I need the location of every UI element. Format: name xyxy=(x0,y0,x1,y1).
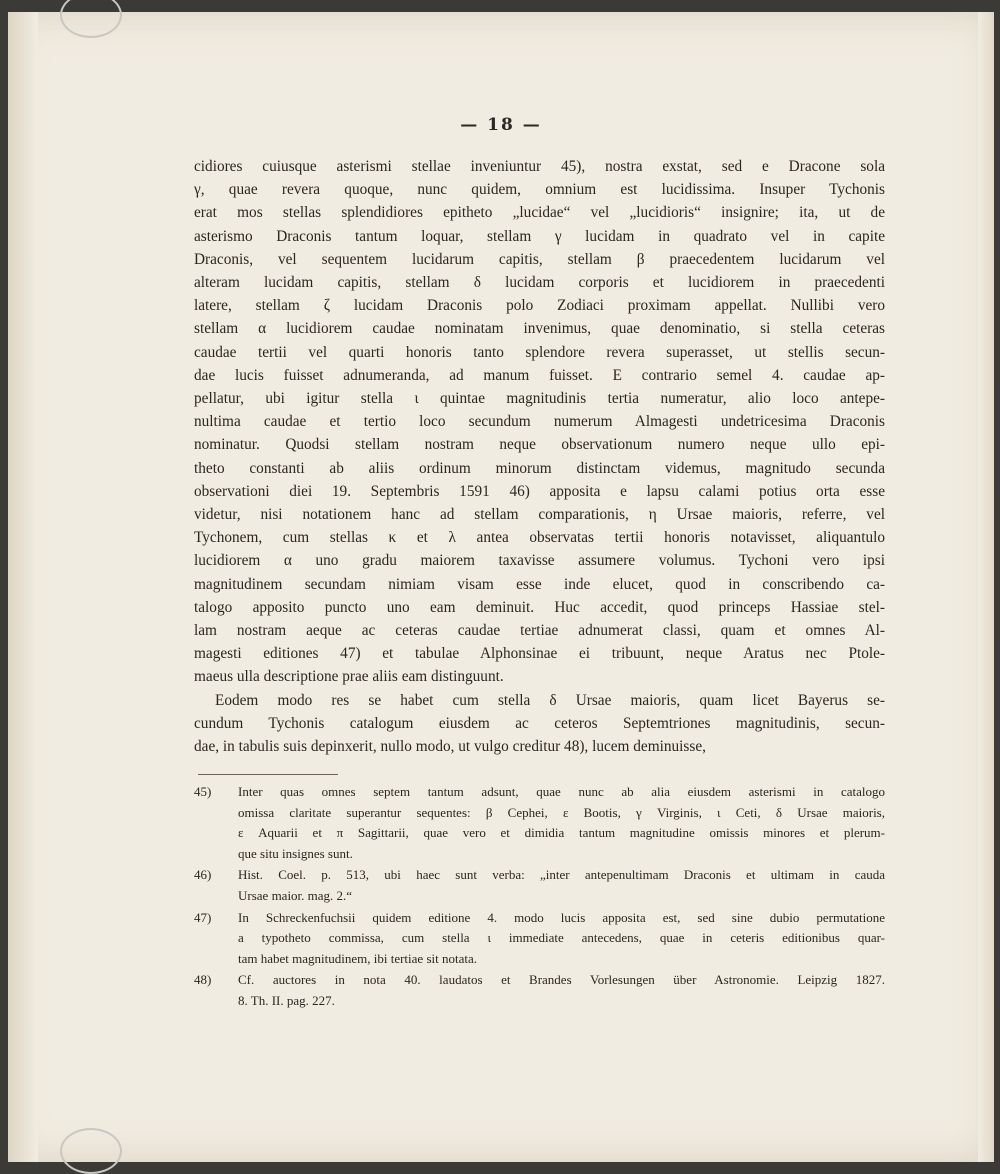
body-line: caudae tertii vel quarti honoris tanto splendore revera superasset, ut stellis secun- xyxy=(194,343,885,361)
body-line: magesti editiones 47) et tabulae Alphonsinae ei tribuunt, neque Aratus nec Ptole- xyxy=(194,645,885,663)
footnote-line: que situ insignes sunt. xyxy=(238,845,353,861)
body-line: theto constanti ab aliis ordinum minorum distinctam videmus, magnitudo secunda xyxy=(194,459,885,477)
body-line: lam nostram aeque ac ceteras caudae tertiae adnumerat classi, quam et omnes Al- xyxy=(194,622,885,640)
body-line: Eodem modo res se habet cum stella δ Ursae maioris, quam licet Bayerus se- xyxy=(215,691,885,709)
footnotes xyxy=(194,782,885,1013)
body-line: lucidiorem α uno gradu maiorem taxavisse assumere volumus. Tychoni vero ipsi xyxy=(194,552,885,570)
body-line: erat mos stellas splendidiores epitheto „lucidae“ vel „lucidioris“ insignire; ita, ut de xyxy=(194,204,885,222)
paper-clip-icon xyxy=(60,1128,122,1174)
footnote-line: a typotheto commissa, cum stella ι immediate antecedens, quae in ceteris editionibus quar- xyxy=(238,930,885,946)
book-page xyxy=(8,12,994,1162)
body-line: nultima caudae et tertio loco secundum numerum Almagesti undetricesima Draconis xyxy=(194,413,885,431)
body-line: alteram lucidam capitis, stellam δ lucidam corporis et lucidiorem in praecedenti xyxy=(194,274,885,292)
footnote-number: 46) xyxy=(194,867,212,883)
footnote-line: In Schreckenfuchsii quidem editione 4. modo lucis apposita est, sed sine dubio permutatione xyxy=(238,909,885,925)
body-line: Tychonem, cum stellas κ et λ antea observatas tertii honoris notavisset, aliquantulo xyxy=(194,529,885,547)
page-number: — 18 — xyxy=(460,115,542,135)
body-line: pellatur, ubi igitur stella ι quintae magnitudinis tertia numeratur, alio loco antepe- xyxy=(194,390,885,408)
footnote-number: 48) xyxy=(194,972,212,988)
body-line: γ, quae revera quoque, nunc quidem, omnium est lucidissima. Insuper Tychonis xyxy=(194,181,885,199)
footnote-line: tam habet magnitudinem, ibi tertiae sit notata. xyxy=(238,950,477,966)
body-line: stellam α lucidiorem caudae nominatam invenimus, quae denominatio, si stella ceteras xyxy=(194,320,885,338)
footnote-rule xyxy=(198,774,338,775)
body-line: maeus ulla descriptione prae aliis eam distinguunt. xyxy=(194,668,504,686)
footnote xyxy=(194,782,885,864)
footnote-line: 8. Th. II. pag. 227. xyxy=(238,992,335,1008)
page-gutter xyxy=(8,12,38,1162)
footnote xyxy=(194,865,885,906)
body-line: talogo apposito puncto uno eam deminuit. Huc accedit, quod princeps Hassiae stel- xyxy=(194,598,885,616)
body-line: latere, stellam ζ lucidam Draconis polo Zodiaci proximam appellat. Nullibi vero xyxy=(194,297,885,315)
body-line: Draconis, vel sequentem lucidarum capitis, stellam β praecedentem lucidarum vel xyxy=(194,250,885,268)
body-line: magnitudinem secundam nimiam visam esse inde elucet, quod in conscribendo ca- xyxy=(194,575,885,593)
footnote-number: 47) xyxy=(194,909,212,925)
footnote-line: Hist. Coel. p. 513, ubi haec sunt verba: „inter antepenultimam Draconis et ultimam in cauda xyxy=(238,867,885,883)
body-line: dae lucis fuisset adnumeranda, ad manum fuisset. E contrario semel 4. caudae ap- xyxy=(194,366,885,384)
body-line: nominatur. Quodsi stellam nostram neque observationum numero neque ullo epi- xyxy=(194,436,885,454)
body-text xyxy=(194,155,885,758)
body-line: dae, in tabulis suis depinxerit, nullo modo, ut vulgo creditur 48), lucem deminuisse, xyxy=(194,738,706,756)
body-line: cidiores cuiusque asterismi stellae inveniuntur 45), nostra exstat, sed e Dracone sola xyxy=(194,158,885,175)
footnote-line: Ursae maior. mag. 2.“ xyxy=(238,887,353,903)
footnote-line: omissa claritate superantur sequentes: β Cephei, ε Bootis, γ Virginis, ι Ceti, δ Ursae maioris, xyxy=(238,804,885,820)
footnote xyxy=(194,908,885,970)
footnote-line: ε Aquarii et π Sagittarii, quae vero et dimidia tantum magnitudine omissis minores et plerum- xyxy=(238,825,885,841)
page-edge xyxy=(978,12,994,1162)
footnote-number: 45) xyxy=(194,784,212,799)
footnote xyxy=(194,970,885,1011)
body-line: asterismo Draconis tantum loquar, stellam γ lucidam in quadrato vel in capite xyxy=(194,227,885,245)
body-line: cundum Tychonis catalogum eiusdem ac ceteros Septemtriones magnitudinis, secun- xyxy=(194,714,885,732)
body-line: videtur, nisi notationem hanc ad stellam comparationis, η Ursae maioris, referre, vel xyxy=(194,506,885,524)
body-line: observationi diei 19. Septembris 1591 46) apposita e lapsu calami potius orta esse xyxy=(194,482,885,500)
footnote-line: Inter quas omnes septem tantum adsunt, quae nunc ab alia eiusdem asterismi in catalogo xyxy=(238,784,885,799)
footnote-line: Cf. auctores in nota 40. laudatos et Brandes Vorlesungen über Astronomie. Leipzig 1827. xyxy=(238,972,885,988)
